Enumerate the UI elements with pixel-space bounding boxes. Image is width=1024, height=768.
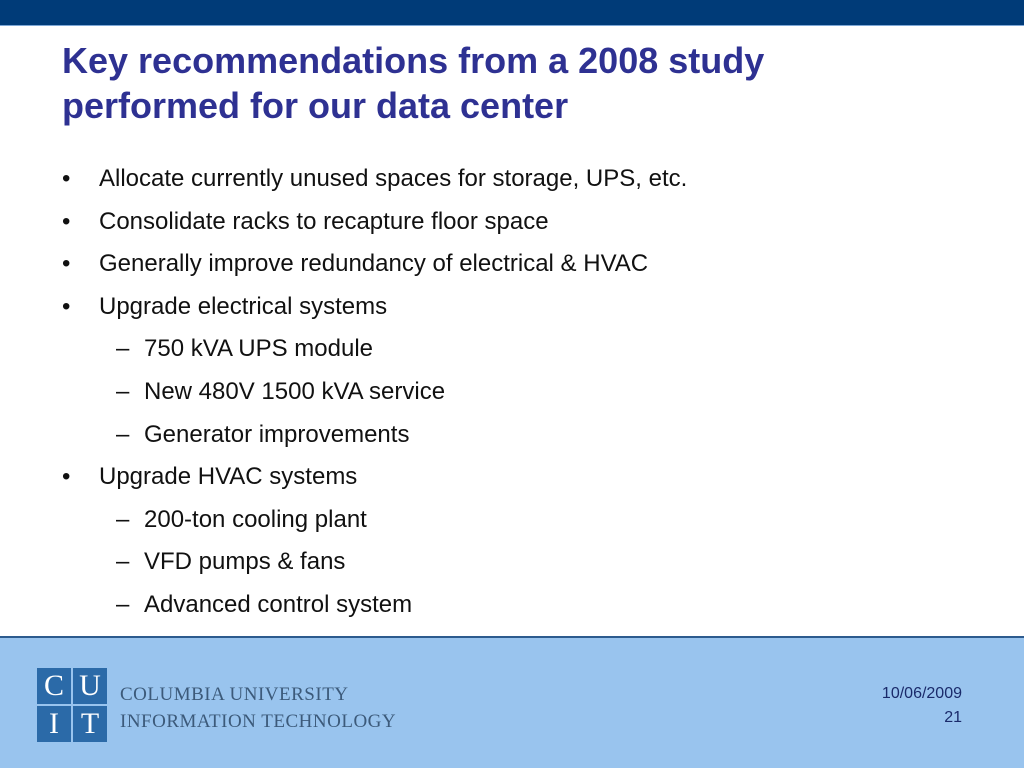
bullet-marker: • bbox=[62, 165, 71, 192]
sub-bullet-item bbox=[0, 541, 1024, 584]
bullet-text: Consolidate racks to recapture floor space bbox=[99, 207, 549, 235]
slide-page-number: 21 bbox=[944, 709, 962, 726]
slide-title-line: Key recommendations from a 2008 study bbox=[62, 40, 765, 81]
sub-bullet-item bbox=[0, 371, 1024, 414]
org-name-line: COLUMBIA UNIVERSITY bbox=[120, 684, 349, 705]
sub-bullet-item bbox=[0, 499, 1024, 542]
bullet-list bbox=[0, 158, 1024, 627]
bullet-item bbox=[0, 201, 1024, 244]
bullet-marker: • bbox=[62, 250, 71, 278]
bullet-text: New 480V 1500 kVA service bbox=[144, 377, 446, 405]
dash-marker: – bbox=[116, 335, 130, 363]
cuit-logo bbox=[37, 668, 107, 742]
slide-date: 10/06/2009 bbox=[881, 685, 962, 702]
slide-title bbox=[62, 38, 962, 128]
logo-letter-cell: U bbox=[73, 668, 107, 704]
footer-meta bbox=[882, 682, 962, 730]
bullet-text: Advanced control system bbox=[144, 590, 413, 618]
bullet-item bbox=[0, 243, 1024, 286]
bullet-text: Allocate currently unused spaces for storage, UPS, etc. bbox=[99, 165, 688, 192]
org-name-line: INFORMATION TECHNOLOGY bbox=[120, 711, 397, 732]
sub-bullet-item bbox=[0, 328, 1024, 371]
dash-marker: – bbox=[116, 590, 130, 618]
slide-title-line: performed for our data center bbox=[62, 85, 569, 126]
logo-letter-cell: I bbox=[37, 706, 71, 742]
bullet-text: Upgrade electrical systems bbox=[99, 292, 388, 320]
bullet-text: VFD pumps & fans bbox=[144, 548, 346, 576]
bullet-text: 200-ton cooling plant bbox=[144, 505, 367, 533]
bullet-marker: • bbox=[62, 207, 71, 235]
dash-marker: – bbox=[116, 377, 130, 405]
bullet-item bbox=[0, 456, 1024, 499]
sub-bullet-item bbox=[0, 584, 1024, 627]
bullet-text: Generator improvements bbox=[144, 420, 410, 448]
dash-marker: – bbox=[116, 420, 130, 448]
top-banner-bar bbox=[0, 0, 1024, 26]
bullet-item bbox=[0, 286, 1024, 329]
dash-marker: – bbox=[116, 505, 130, 533]
bullet-text: 750 kVA UPS module bbox=[144, 335, 374, 363]
bullet-marker: • bbox=[62, 463, 71, 491]
bullet-item bbox=[0, 158, 1024, 201]
bullet-text: Upgrade HVAC systems bbox=[99, 463, 358, 491]
sub-bullet-item bbox=[0, 414, 1024, 457]
bullet-text: Generally improve redundancy of electrical & HVAC bbox=[99, 250, 649, 278]
dash-marker: – bbox=[116, 548, 130, 576]
organization-name bbox=[120, 681, 396, 735]
bullet-marker: • bbox=[62, 292, 71, 320]
logo-letter-cell: C bbox=[37, 668, 71, 704]
logo-letter-cell: T bbox=[73, 706, 107, 742]
